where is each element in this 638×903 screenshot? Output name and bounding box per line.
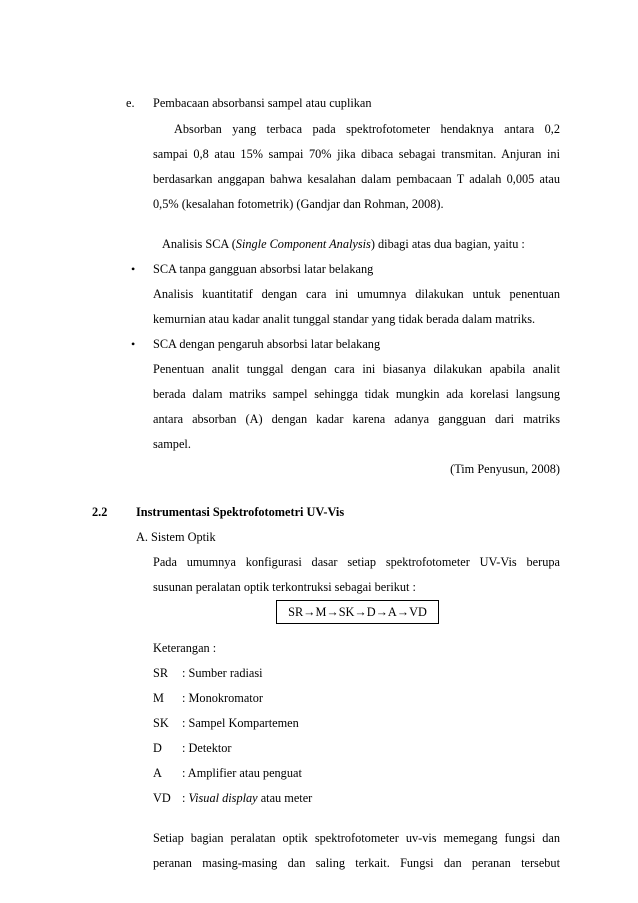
- legend-desc: : Visual display atau meter: [182, 791, 313, 805]
- legend-desc: : Detektor: [182, 741, 232, 755]
- paragraph-line: Pada umumnya konfigurasi dasar setiap spektrofotometer UV-Vis berupa: [153, 555, 560, 569]
- legend-abbr: SR: [153, 666, 169, 680]
- paragraph-line: sampai 0,8 atau 15% sampai 70% jika dibaca sebagai transmitan. Anjuran ini: [153, 147, 560, 161]
- citation: (Tim Penyusun, 2008): [450, 462, 560, 476]
- legend-abbr: A: [153, 766, 162, 780]
- legend-desc: : Amplifier atau penguat: [182, 766, 302, 780]
- paragraph-line: Absorban yang terbaca pada spektrofotometer hendaknya antara 0,2: [174, 122, 560, 136]
- sca-intro: Analisis SCA (Single Component Analysis) dibagi atas dua bagian, yaitu :: [162, 237, 525, 251]
- subsection-title: A. Sistem Optik: [136, 530, 216, 544]
- item-e-title: Pembacaan absorbansi sampel atau cuplikan: [153, 96, 372, 110]
- paragraph-line: Setiap bagian peralatan optik spektrofotometer uv-vis memegang fungsi dan: [153, 831, 560, 845]
- bullet-icon: •: [131, 262, 136, 276]
- paragraph-line: Analisis kuantitatif dengan cara ini umumnya dilakukan untuk penentuan: [153, 287, 560, 301]
- section-heading: Instrumentasi Spektrofotometri UV-Vis: [136, 505, 345, 519]
- paragraph-line: sampel.: [153, 437, 191, 451]
- paragraph-line: Penentuan analit tunggal dengan cara ini biasanya dilakukan apabila analit: [153, 362, 560, 376]
- legend-abbr: VD: [153, 791, 171, 805]
- paragraph-line: kemurnian atau kadar analit tunggal standar yang tidak berada dalam matriks.: [153, 312, 536, 326]
- bullet-2-title: SCA dengan pengaruh absorbsi latar belakang: [153, 337, 381, 351]
- legend-title: Keterangan :: [153, 641, 217, 655]
- legend-desc: : Sampel Kompartemen: [182, 716, 299, 730]
- legend-desc: : Monokromator: [182, 691, 263, 705]
- paragraph-line: 0,5% (kesalahan fotometrik) (Gandjar dan Rohman, 2008).: [153, 197, 444, 211]
- paragraph-line: antara absorban (A) dengan kadar karena adanya gangguan dari matriks: [153, 412, 560, 426]
- item-e-marker: e.: [126, 96, 135, 110]
- paragraph-line: berdasarkan anggapan bahwa kesalahan dalam pembacaan T adalah 0,005 atau: [153, 172, 560, 186]
- legend-abbr: M: [153, 691, 164, 705]
- paragraph-line: susunan peralatan optik terkontruksi sebagai berikut :: [153, 580, 416, 594]
- legend-desc: : Sumber radiasi: [182, 666, 263, 680]
- section-number: 2.2: [92, 505, 108, 519]
- legend-abbr: D: [153, 741, 162, 755]
- optical-chain-formula: SR→M→SK→D→A→VD: [276, 600, 439, 624]
- paragraph-line: berada dalam matriks sampel sehingga tidak mungkin ada korelasi langsung: [153, 387, 560, 401]
- legend-abbr: SK: [153, 716, 169, 730]
- bullet-1-title: SCA tanpa gangguan absorbsi latar belakang: [153, 262, 374, 276]
- bullet-icon: •: [131, 337, 136, 351]
- paragraph-line: peranan masing-masing dan saling terkait. Fungsi dan peranan tersebut: [153, 856, 560, 870]
